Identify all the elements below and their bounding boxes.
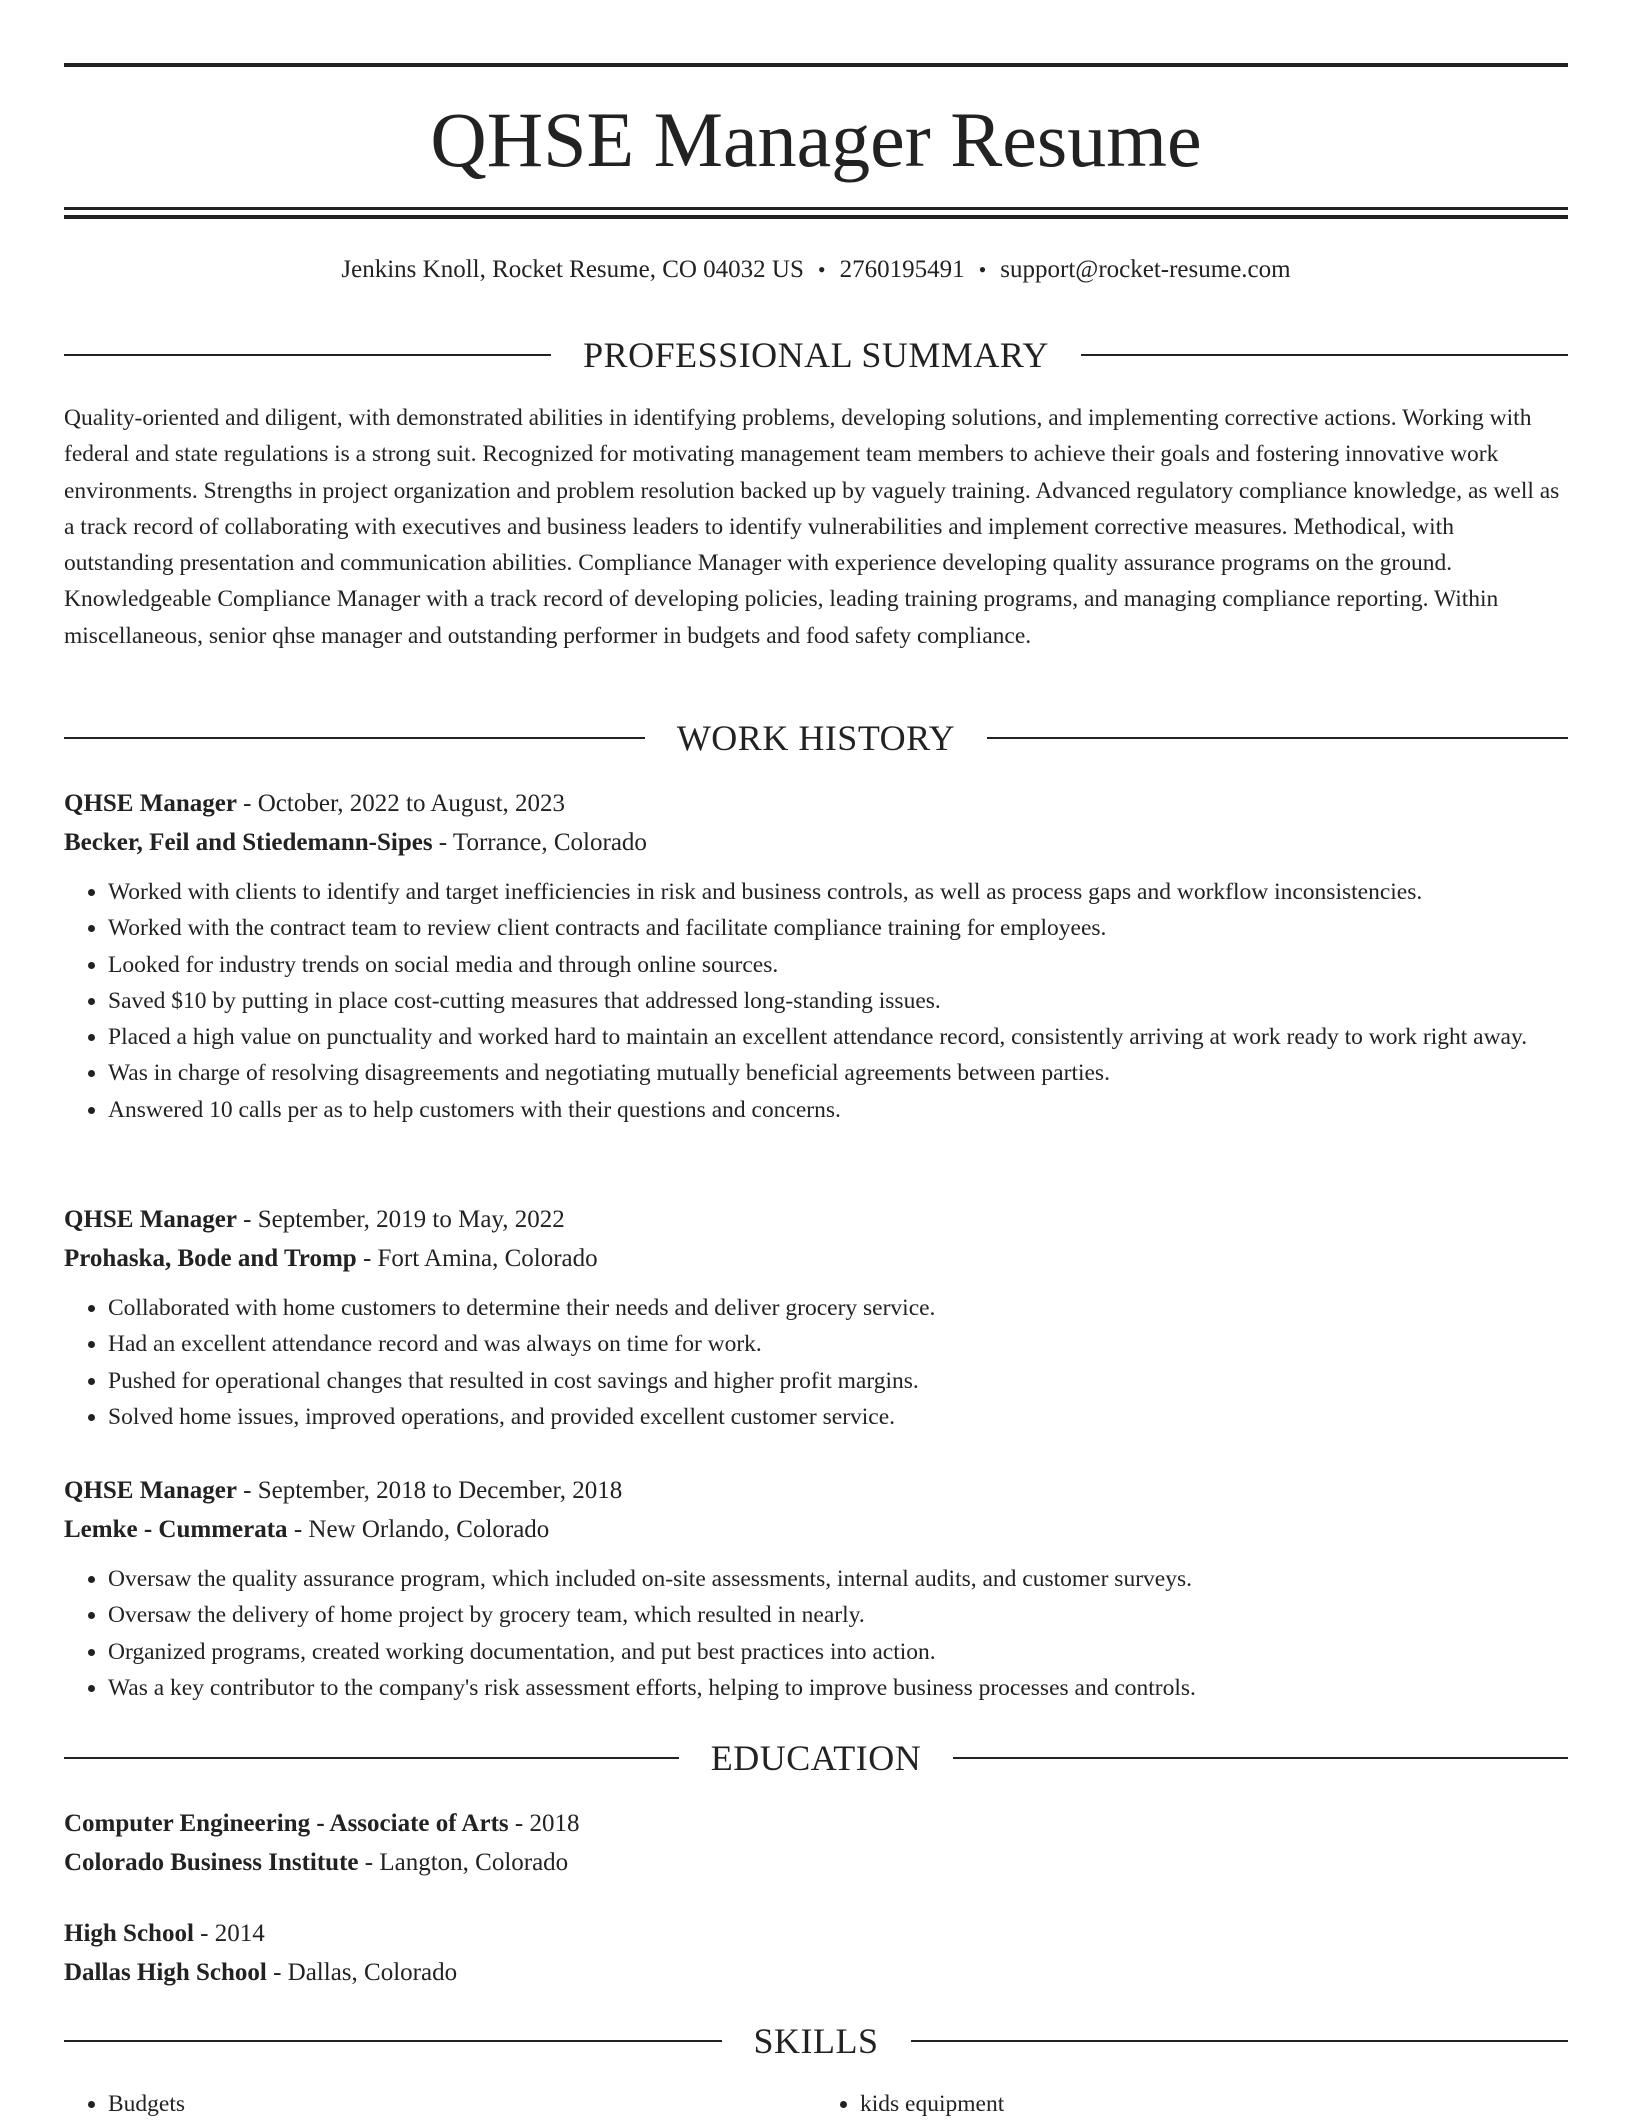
education-degree: Computer Engineering - Associate of Arts xyxy=(64,1810,509,1837)
job-bullet: • Had an excellent attendance record and was always on time for work. xyxy=(108,1326,1568,1362)
education-school: Colorado Business Institute xyxy=(64,1849,359,1876)
job-bullet: • Placed a high value on punctuality and worked hard to maintain an excellent attendance record, consistently arriving at work ready to work right away. xyxy=(108,1019,1568,1055)
heading-rule-right xyxy=(953,1757,1568,1759)
job-company-line xyxy=(64,1239,1568,1278)
job-company: Prohaska, Bode and Tromp xyxy=(64,1245,357,1272)
education-location: - Langton, Colorado xyxy=(358,1849,569,1876)
job-bullet: • Worked with clients to identify and target inefficiencies in risk and business controls, as well as process gaps and workflow inconsistencies. xyxy=(108,874,1568,910)
skills-list-left xyxy=(64,2086,816,2122)
contact-line xyxy=(64,252,1568,288)
job-bullet: • Oversaw the delivery of home project by grocery team, which resulted in nearly. xyxy=(108,1597,1568,1633)
education-degree-line xyxy=(64,1914,1568,1953)
job-company-line xyxy=(64,823,1568,862)
job-bullet-list xyxy=(64,1290,1568,1435)
job-dates: - September, 2019 to May, 2022 xyxy=(236,1206,565,1233)
job-entry xyxy=(64,784,1568,1128)
job-company-line xyxy=(64,1510,1568,1549)
education-school-line xyxy=(64,1953,1568,1992)
job-bullet: • Looked for industry trends on social media and through online sources. xyxy=(108,947,1568,983)
heading-rule-left xyxy=(64,1757,679,1759)
section-heading-skills xyxy=(64,2021,1568,2061)
contact-separator: • xyxy=(817,257,826,282)
job-location: - Fort Amina, Colorado xyxy=(356,1245,598,1272)
contact-separator: • xyxy=(978,257,987,282)
heading-rule-left xyxy=(64,354,551,356)
section-heading-label: EDUCATION xyxy=(710,1738,922,1778)
education-year: - 2014 xyxy=(193,1920,265,1947)
job-title-line xyxy=(64,1471,1568,1510)
job-dates: - October, 2022 to August, 2023 xyxy=(236,790,566,817)
heading-rule-right xyxy=(911,2040,1569,2042)
resume-title: QHSE Manager Resume xyxy=(430,96,1202,183)
job-bullet: • Organized programs, created working documentation, and put best practices into action. xyxy=(108,1634,1568,1670)
section-heading-summary xyxy=(64,335,1568,375)
contact-email[interactable]: support@rocket-resume.com xyxy=(1000,256,1291,283)
heading-rule-right xyxy=(987,737,1568,739)
heading-rule-left xyxy=(64,2040,722,2042)
job-company: Lemke - Cummerata xyxy=(64,1516,288,1543)
job-bullet: • Answered 10 calls per as to help customers with their questions and concerns. xyxy=(108,1092,1568,1128)
education-degree: High School xyxy=(64,1920,194,1947)
job-bullet: • Oversaw the quality assurance program, which included on-site assessments, internal audits, and customer surveys. xyxy=(108,1561,1568,1597)
heading-rule-left xyxy=(64,737,645,739)
education-school: Dallas High School xyxy=(64,1959,267,1986)
education-entry xyxy=(64,1804,1568,1882)
job-bullet-list xyxy=(64,1561,1568,1706)
section-heading-work-history xyxy=(64,718,1568,758)
job-bullet: • Saved $10 by putting in place cost-cutting measures that addressed long-standing issues. xyxy=(108,983,1568,1019)
education-entry xyxy=(64,1914,1568,1992)
section-heading-label: PROFESSIONAL SUMMARY xyxy=(583,335,1049,375)
job-bullet: • Pushed for operational changes that resulted in cost savings and higher profit margins. xyxy=(108,1363,1568,1399)
job-bullet: • Collaborated with home customers to determine their needs and deliver grocery service. xyxy=(108,1290,1568,1326)
professional-summary-text: Quality-oriented and diligent, with demonstrated abilities in identifying problems, developing solutions, and implementing corrective actions. Working with federal and state regulations is a strong suit. Recognized for motivating management team members to achieve their goals and fostering innovative work environments. Strengths in project organization and problem resolution backed up by vaguely training. Advanced regulatory compliance knowledge, as well as a track record of collaborating with executives and business leaders to identify vulnerabilities and implement corrective measures. Methodical, with outstanding presentation and communication abilities. Compliance Manager with experience developing quality assurance programs on the ground. Knowledgeable Compliance Manager with a track record of developing policies, leading training programs, and managing compliance reporting. Within miscellaneous, senior qhse manager and outstanding performer in budgets and food safety compliance. xyxy=(64,405,1560,649)
job-bullet-list xyxy=(64,874,1568,1128)
job-title-line xyxy=(64,1200,1568,1239)
job-location: - New Orlando, Colorado xyxy=(287,1516,550,1543)
skills-list-right xyxy=(816,2086,1568,2122)
job-title: QHSE Manager xyxy=(64,1477,237,1504)
top-rule xyxy=(64,63,1568,67)
job-entry xyxy=(64,1200,1568,1435)
education-degree-line xyxy=(64,1804,1568,1843)
section-heading-label: WORK HISTORY xyxy=(676,718,956,758)
education-location: - Dallas, Colorado xyxy=(266,1959,458,1986)
section-heading-education xyxy=(64,1738,1568,1778)
job-title-line xyxy=(64,784,1568,823)
skill-item: • Budgets xyxy=(108,2086,816,2122)
job-entry xyxy=(64,1471,1568,1706)
title-double-rule xyxy=(64,207,1568,219)
education-school-line xyxy=(64,1843,1568,1882)
job-title: QHSE Manager xyxy=(64,790,237,817)
job-location: - Torrance, Colorado xyxy=(432,829,647,856)
job-title: QHSE Manager xyxy=(64,1206,237,1233)
contact-phone[interactable]: 2760195491 xyxy=(839,256,965,283)
job-bullet: • Was a key contributor to the company's risk assessment efforts, helping to improve business processes and controls. xyxy=(108,1670,1568,1706)
education-year: - 2018 xyxy=(508,1810,580,1837)
section-heading-label: SKILLS xyxy=(753,2021,879,2061)
job-bullet: • Was in charge of resolving disagreements and negotiating mutually beneficial agreements between parties. xyxy=(108,1055,1568,1091)
job-dates: - September, 2018 to December, 2018 xyxy=(236,1477,623,1504)
skills-columns xyxy=(64,2086,1568,2122)
job-bullet: • Solved home issues, improved operations, and provided excellent customer service. xyxy=(108,1399,1568,1435)
heading-rule-right xyxy=(1081,354,1568,356)
contact-address: Jenkins Knoll, Rocket Resume, CO 04032 US xyxy=(341,256,804,283)
job-bullet: • Worked with the contract team to review client contracts and facilitate compliance training for employees. xyxy=(108,910,1568,946)
job-company: Becker, Feil and Stiedemann-Sipes xyxy=(64,829,433,856)
skill-item: • kids equipment xyxy=(860,2086,1568,2122)
